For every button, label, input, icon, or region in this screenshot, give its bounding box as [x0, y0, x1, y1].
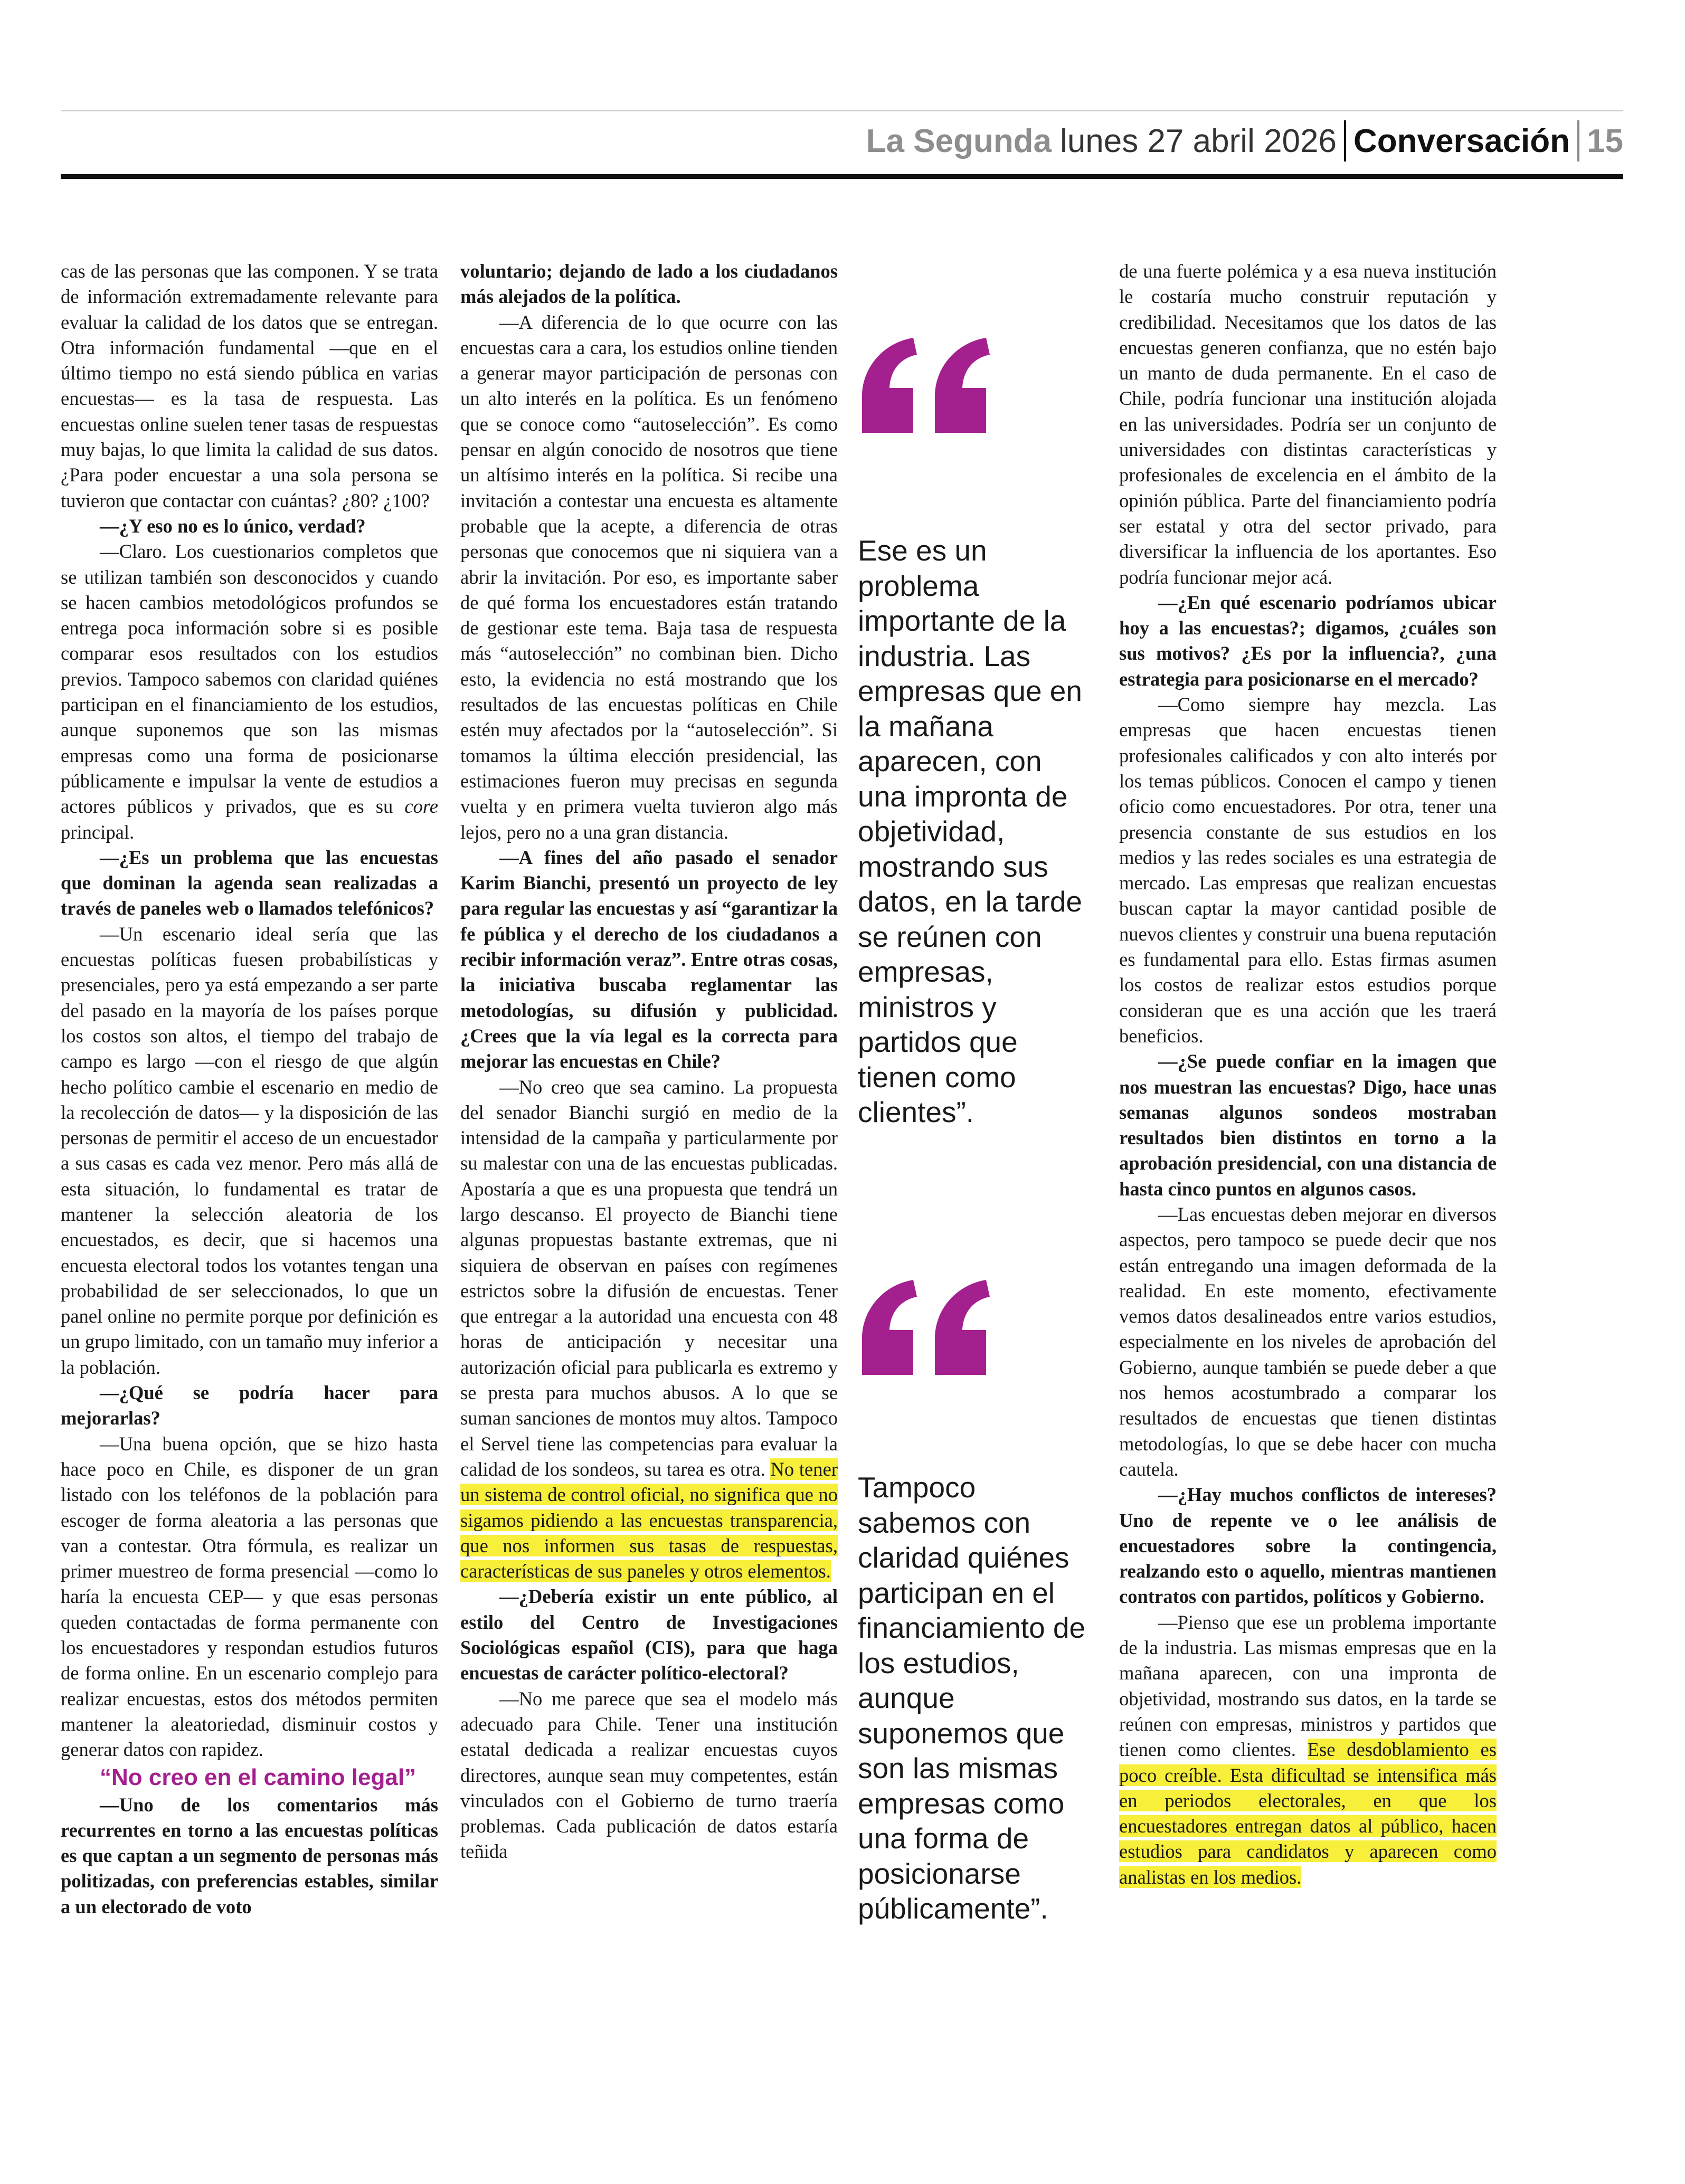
- paragraph: —A diferencia de lo que ocurre con las encuestas cara a cara, los estudios online tienden a generar mayor participación de personas con un alto interés en la política. Es un fenómeno que se conoce como “autoselección”. Es como pensar en algún conocido de nosotros que tiene un altísimo interés en la política. Si recibe una invitación a contestar una encuesta es altamente probable que la acepte, a diferencia de otras personas que conocemos que ni siquiera van a abrir la invitación. Por eso, es importante saber de qué forma los encuestadores están tratando de gestionar este tema. Baja tasa de respuesta más “autoselección” no combinan bien. Dicho esto, la evidencia no está mostrando que los resultados de las encuestas políticas en Chile estén muy afectados por la “autoselección”. Si tomamos la última elección presidencial, las estimaciones fueron muy precisas en segunda vuelta y en primera vuelta tuvieron algo más lejos, pero no a una gran distancia.: [460, 311, 838, 843]
- paragraph: —Como siempre hay mezcla. Las empresas que hacen encuestas tienen profesionales calificados y con alto interés por los temas públicos. Conocen el campo y tienen oficio como encuestadores. Por otra, tener una presencia constante de sus estudios en los medios y las redes sociales es una estrategia de mercado. Las empresas que realizan encuestas buscan captar la mayor cantidad posible de nuevos clientes y construir una buena reputación es fundamental para ello. Estas firmas asumen los costos de realizar estos estudios porque consideran que es una acción que les traerá beneficios.: [1119, 694, 1497, 1047]
- highlighted-text: Ese desdoblamiento es poco creíble. Esta dificultad se intensifica más en periodos electorales, en que los encuestadores entregan datos al público, hacen estudios para candidatos y aparecen como analistas en los medios.: [1119, 1739, 1497, 1888]
- paragraph-text: principal.: [61, 821, 135, 843]
- interview-question: voluntario; dejando de lado a los ciudadanos más alejados de la política.: [460, 260, 838, 308]
- interview-question: —¿Y eso no es lo único, verdad?: [100, 515, 366, 537]
- highlighted-text: No tener un sistema de control oficial, no significa que no sigamos pidiendo a las encuestas transparencia, que nos informen sus tasas de respuestas, características de sus paneles y otros elementos.: [460, 1458, 838, 1582]
- open-quote-icon: [858, 1280, 995, 1375]
- interview-question: —Uno de los comentarios más recurrentes en torno a las encuestas políticas es que captan a un segmento de personas más politizadas, con preferencias estables, similar a un electorado de voto: [61, 1793, 438, 1917]
- header-top-rule: [61, 110, 1623, 111]
- page-number: 15: [1587, 122, 1623, 159]
- interview-question: —¿Hay muchos conflictos de intereses? Uno de repente ve o lee análisis de encuestadores sobre la contingencia, realzando esto o aquello, mientras mantienen contratos con partidos, políticos y Gobierno.: [1119, 1484, 1497, 1608]
- paragraph: [460, 1075, 838, 1584]
- open-quote-icon: [858, 338, 995, 433]
- header-divider: [1344, 120, 1346, 162]
- interview-question: —¿Debería existir un ente público, al estilo del Centro de Investigaciones Sociológicas español (CIS), para que haga encuestas de carácter político-electoral?: [460, 1585, 838, 1684]
- newspaper-name: La Segunda: [866, 122, 1052, 159]
- paragraph-text: —Pienso que ese un problema importante de la industria. Las mismas empresas que en la mañana aparecen, con una impronta de objetividad, mostrando sus datos, en la tarde se reúnen con empresas, ministros y partidos que tienen como clientes.: [1119, 1611, 1497, 1761]
- italic-term: core: [404, 795, 438, 818]
- article-column-2: [460, 259, 838, 1865]
- interview-question: —¿Es un problema que las encuestas que dominan la agenda sean realizadas a través de paneles web o llamados telefónicos?: [61, 846, 438, 919]
- paragraph: —Las encuestas deben mejorar en diversos aspectos, pero tampoco se puede decir que nos están entregando una imagen deformada de la realidad. En este momento, efectivamente vemos datos desalineados entre varios estudios, especialmente en los niveles de aprobación del Gobierno, aunque también se puede deber a que nos hemos acostumbrado a comparar los resultados de encuestas que tienen distintas metodologías, lo que se debe hacer con mucha cautela.: [1119, 1203, 1497, 1480]
- section-name: Conversación: [1353, 122, 1570, 159]
- article-column-4: [1119, 259, 1497, 1890]
- article-subheading: “No creo en el camino legal”: [100, 1764, 416, 1790]
- interview-question: —¿Se puede confiar en la imagen que nos muestran las encuestas? Digo, hace unas semanas algunos sondeos mostraban resultados bien distintos en torno a la aprobación presidencial, con una distancia de hasta cinco puntos en algunos casos.: [1119, 1050, 1497, 1200]
- header-divider: [1577, 120, 1579, 162]
- pull-quote-text: Tampoco sabemos con claridad quiénes participan en el financiamiento de los estudios, aunque suponemos que son las mismas empresas como una forma de posicionarse públicamente”.: [858, 1471, 1086, 1925]
- paragraph: —Una buena opción, que se hizo hasta hace poco en Chile, es disponer de un gran listado con los teléfonos de la población para escoger de forma aleatoria a las personas que van a contestar. Otra fórmula, es realizar un primer muestreo de forma presencial —como lo haría la encuesta CEP— y que esas personas queden contactadas de forma permanente con los encuestadores y respondan estudios futuros de forma online. En un escenario complejo para realizar encuestas, estos dos métodos permiten mantener la aleatoriedad, disminuir costos y generar datos con rapidez.: [61, 1432, 438, 1761]
- header-bottom-rule: [61, 174, 1623, 179]
- interview-question: —A fines del año pasado el senador Karim Bianchi, presentó un proyecto de ley para regular las encuestas y así “garantizar la fe pública y el derecho de los ciudadanos a recibir información veraz”. Entre otras cosas, la iniciativa buscaba reglamentar las metodologías, su difusión y publicidad. ¿Crees que la vía legal es la correcta para mejorar las encuestas en Chile?: [460, 846, 838, 1072]
- paragraph: [1119, 1610, 1497, 1890]
- issue-date: lunes 27 abril 2026: [1060, 122, 1337, 159]
- paragraph-text: —No creo que sea camino. La propuesta del senador Bianchi surgió en medio de la intensidad de la campaña y particularmente por su malestar con una de las encuestas publicadas. Apostaría a que es una propuesta que tendrá un largo descanso. El proyecto de Bianchi tiene algunas propuestas bastante extremas, que ni siquiera de observan en países con regímenes estrictos sobre la difusión de encuestas. Tener que entregar a la autoridad una encuesta con 48 horas de anticipación y necesitar una autorización oficial para publicarla es extremo y se presta para muchos abusos. A lo que se suman sanciones de montos muy altos. Tampoco el Servel tiene las competencias para evaluar la calidad de los sondeos, su tarea es otra.: [460, 1076, 838, 1480]
- paragraph: —No me parece que sea el modelo más adecuado para Chile. Tener una institución estatal dedicada a realizar encuestas cuyos directores, aunque sean muy competentes, están vinculados con el Gobierno de turno traería problemas. Cada publicación de datos estaría teñida: [460, 1687, 838, 1863]
- pull-quote: [858, 1280, 1093, 1926]
- article-column-1: [61, 259, 438, 1920]
- interview-question: —¿Qué se podría hacer para mejorarlas?: [61, 1382, 438, 1429]
- paragraph: cas de las personas que las componen. Y se trata de información extremadamente relevante para evaluar la calidad de los datos que se entregan. Otra información fundamental —que en el último tiempo no está siendo pública en varias encuestas— es la tasa de respuesta. Las encuestas online suelen tener tasas de respuestas muy bajas, lo que limita la calidad de sus datos. ¿Para poder encuestar a una sola persona se tuvieron que contactar con cuántas? ¿80? ¿100?: [61, 260, 438, 511]
- paragraph: de una fuerte polémica y a esa nueva institución le costaría mucho construir reputación y credibilidad. Necesitamos que los datos de las encuestas generen confianza, que no estén bajo un manto de duda permanente. En el caso de Chile, podría funcionar una institución alojada en las universidades. Podría ser un conjunto de universidades con distintas características y profesionales de excelencia en el ámbito de la opinión pública. Parte del financiamiento podría ser estatal y otra del sector privado, para diversificar la influencia de los aportantes. Eso podría funcionar mejor acá.: [1119, 260, 1497, 588]
- paragraph: [61, 539, 438, 845]
- pull-quote: [858, 338, 1093, 1130]
- interview-question: —¿En qué escenario podríamos ubicar hoy a las encuestas?; digamos, ¿cuáles son sus motivos? ¿Es por la influencia?, ¿una estrategia para posicionarse en el mercado?: [1119, 591, 1497, 690]
- pull-quote-text: Ese es un problema importante de la industria. Las empresas que en la mañana aparecen, con una impronta de objetividad, mostrando sus datos, en la tarde se reúnen con empresas, ministros y partidos que tienen como clientes”.: [858, 534, 1083, 1128]
- paragraph-text: —Claro. Los cuestionarios completos que se utilizan también son desconocidos y cuando se hacen cambios metodológicos profundos se entrega poca información sobre si es posible comparar esos resultados con los estudios previos. Tampoco sabemos con claridad quiénes participan en el financiamiento de los estudios, aunque suponemos que son las mismas empresas como una forma de posicionarse públicamente e impulsar la vente de estudios a actores públicos y privados, que es su: [61, 540, 438, 818]
- page-header: [866, 117, 1623, 165]
- paragraph: —Un escenario ideal sería que las encuestas políticas fuesen probabilísticas y presenciales, pero ya está empezando a ser parte del pasado en la mayoría de los países porque los costos son altos, el tiempo del trabajo de campo es largo —con el riesgo de que algún hecho político cambie el escenario en medio de la recolección de datos— y la disposición de las personas de permitir el acceso de un encuestador a sus casas es cada vez menor. Pero más allá de esta situación, lo fundamental es tratar de mantener la selección aleatoria de los encuestados, es decir, que si hacemos una encuesta electoral todos los votantes tengan una probabilidad de ser seleccionados, lo que un panel online no permite porque por definición es un grupo limitado, con un tamaño muy inferior a la población.: [61, 923, 438, 1378]
